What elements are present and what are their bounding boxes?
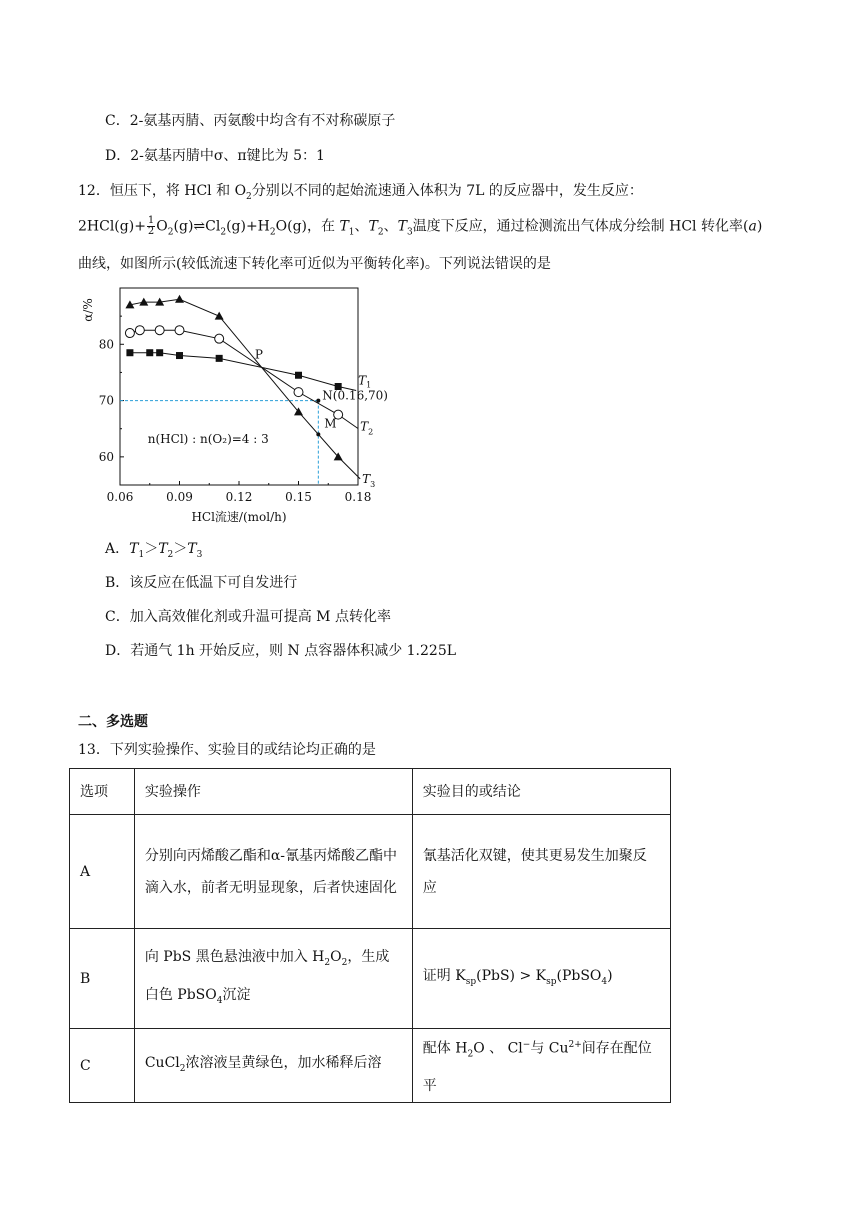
data-point-circle — [125, 329, 134, 338]
plot-frame — [120, 288, 358, 485]
header-option: 选项 — [70, 769, 135, 815]
data-point-circle — [215, 334, 224, 343]
x-tick-label: 0.12 — [225, 490, 253, 504]
option-d: D．若通气 1h 开始反应，则 N 点容器体积减少 1.225L — [105, 643, 457, 659]
experiment-table — [69, 768, 671, 1103]
curve-description: 曲线，如图所示(较低流速下转化率可近似为平衡转化率)。下列说法错误的是 — [78, 256, 551, 272]
conversion-chart — [72, 280, 392, 530]
option-b: B．该反应在低温下可自发进行 — [105, 575, 298, 591]
data-point-circle — [155, 326, 164, 335]
option-c: C．加入高效催化剂或升温可提高 M 点转化率 — [105, 609, 391, 625]
row-c-conclusion: 配体 $H_2O$ 、 Cl−与 $Cu^{2+}$间存在配位平 — [412, 1029, 670, 1103]
chart-labels — [148, 347, 388, 445]
table-row — [70, 929, 671, 1029]
option-a: A．$T_1>T_2>T_3$ — [105, 541, 203, 560]
data-point-square — [146, 349, 153, 356]
row-b-option: B — [70, 929, 135, 1029]
series-label-sub-T2: 2 — [368, 427, 374, 437]
x-tick-label: 0.06 — [106, 490, 134, 504]
row-c-operation: CuCl$_2$浓溶液呈黄绿色，加水稀释后溶 — [134, 1029, 412, 1103]
series-label-T2: T — [360, 419, 369, 434]
question-13: 13．下列实验操作、实验目的或结论均正确的是 — [78, 742, 376, 758]
y-tick-label: 70 — [98, 393, 114, 408]
data-point-triangle — [215, 312, 224, 320]
row-b-conclusion: 证明 $K_{sp}(PbS)$ > $K_{sp}(PbSO_4)$ — [412, 929, 670, 1029]
point-n-label: N(0.16,70) — [322, 388, 388, 403]
section-heading: 二、多选题 — [78, 714, 148, 730]
series-line-T2 — [130, 330, 358, 428]
data-point-square — [216, 355, 223, 362]
option-c-previous: C．2-氨基丙腈、丙氨酸中均含有不对称碳原子 — [105, 113, 396, 129]
header-conclusion: 实验目的或结论 — [412, 769, 670, 815]
data-point-triangle — [175, 295, 184, 303]
header-operation: 实验操作 — [134, 769, 412, 815]
y-tick-label: 80 — [98, 337, 114, 352]
row-a-operation: 分别向丙烯酸乙酯和α-氰基丙烯酸乙酯中滴入水，前者无明显现象，后者快速固化 — [134, 815, 412, 929]
point-m-dot — [316, 432, 320, 436]
table-header-row — [70, 769, 671, 815]
data-point-circle — [294, 388, 303, 397]
x-tick-label: 0.18 — [344, 490, 372, 504]
reaction-equation: 2HCl(g)+ $\frac{1}{2}$ $O_2(g)\rightleftharpoons Cl_2(g)+H_2O(g)$，在 $T_1$、$T_2$、$T_3$温度下反应，通过检测流出气体成分绘制 HCl 转化率(a) — [78, 215, 763, 238]
data-point-square — [156, 349, 163, 356]
series-label-sub-T3: 3 — [370, 479, 376, 489]
table-row — [70, 815, 671, 929]
row-b-operation: 向 PbS 黑色悬浊液中加入 $H_2O_2$，生成白色 PbSO$_4$沉淀 — [134, 929, 412, 1029]
series-label-sub-T1: 1 — [366, 380, 372, 390]
question-12-intro: 12．恒压下，将 HCl 和 $O_2$分别以不同的起始流速通入体积为 7L 的反应器中，发生反应： — [78, 183, 643, 202]
series-label-T3: T — [362, 471, 371, 486]
option-d-previous: D．2-氨基丙腈中σ、π键比为 5：1 — [105, 148, 325, 164]
data-point-circle — [175, 326, 184, 335]
data-point-circle — [135, 326, 144, 335]
point-m-label: M — [324, 416, 337, 431]
point-p-label: P — [254, 347, 263, 362]
series-label-T1: T — [358, 373, 367, 388]
ratio-annotation: n(HCl) : n(O₂)=4 : 3 — [147, 431, 269, 446]
y-tick-label: 60 — [98, 449, 114, 464]
data-point-square — [126, 349, 133, 356]
x-tick-label: 0.09 — [166, 490, 193, 504]
row-a-conclusion: 氰基活化双键，使其更易发生加聚反应 — [412, 815, 670, 929]
row-a-option: A — [70, 815, 135, 929]
data-point-square — [176, 352, 183, 359]
x-tick-label: 0.15 — [285, 490, 312, 504]
series-line-T1 — [130, 353, 356, 391]
chart-axes — [81, 288, 374, 524]
table-row — [70, 1029, 671, 1103]
point-n-dot — [316, 399, 320, 403]
x-axis-label: HCl流速/(mol/h) — [191, 510, 287, 524]
y-axis-label: α/% — [81, 298, 95, 322]
data-point-square — [295, 372, 302, 379]
row-c-option: C — [70, 1029, 135, 1103]
